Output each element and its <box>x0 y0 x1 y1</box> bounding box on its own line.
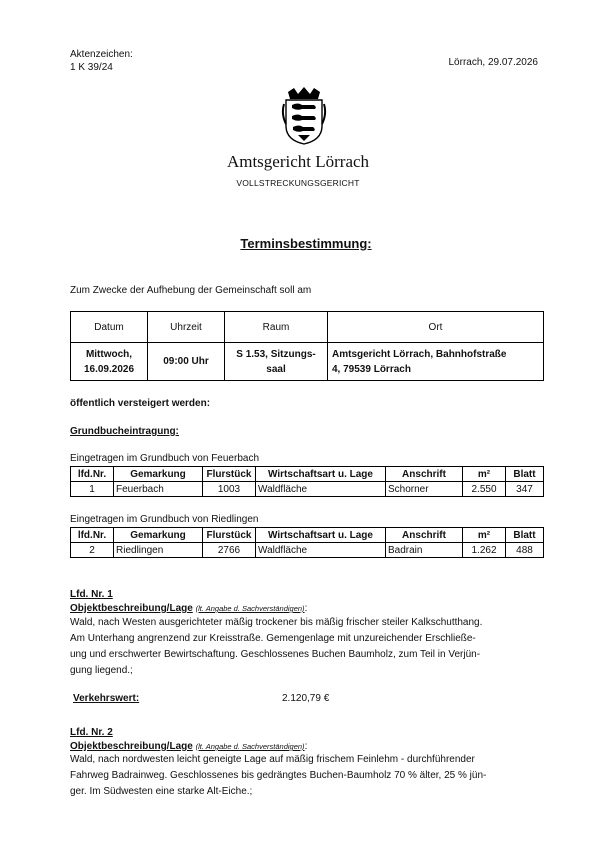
termin-datum-date: 16.09.2026 <box>83 363 135 375</box>
description-line: gung liegend.; <box>70 665 133 676</box>
termin-datum <box>71 343 148 381</box>
description-line: Wald, nach nordwesten leicht geneigte Lage auf mäßig frischem Feinlehm - durchführender <box>70 754 475 765</box>
col-gemarkung: Gemarkung <box>114 528 203 543</box>
termin-ort-line2: 4, 79539 Lörrach <box>332 363 411 375</box>
termin-header-datum: Datum <box>71 312 148 343</box>
verkehrswert-label: Verkehrswert: <box>73 693 140 704</box>
lfd1-objekt-label <box>70 602 307 615</box>
col-flurstueck: Flurstück <box>203 467 256 482</box>
cell-lfd-nr: 1 <box>71 482 114 497</box>
description-line: ung und erschwerter Bewirtschaftung. Geschlossenes Buchen Baumholz, zum Teil in Verjün- <box>70 649 481 660</box>
table-header-row <box>71 467 544 482</box>
table-header-row <box>71 528 544 543</box>
page-title: Terminsbestimmung: <box>240 236 372 251</box>
aktenzeichen-value: 1 K 39/24 <box>70 62 113 73</box>
table-row <box>71 543 544 558</box>
cell-wirtschaftsart: Waldfläche <box>256 482 386 497</box>
versteigert-text: öffentlich versteigert werden: <box>70 398 211 409</box>
objekt-colon: : <box>304 603 308 614</box>
termin-uhrzeit: 09:00 Uhr <box>148 343 225 381</box>
description-line: Wald, nach Westen ausgerichteter mäßig trockener bis mäßig frischer steiler Kalkschutthang. <box>70 617 483 628</box>
termin-header-uhrzeit: Uhrzeit <box>148 312 225 343</box>
description-line: Am Unterhang angrenzend zur Kreisstraße. Gemengenlage mit unzureichender Erschließe- <box>70 633 476 644</box>
place-date: Lörrach, 29.07.2026 <box>448 57 538 68</box>
termin-raum-line2: saal <box>266 363 286 375</box>
col-lfd-nr: lfd.Nr. <box>71 467 114 482</box>
cell-blatt: 347 <box>506 482 544 497</box>
cell-m2: 1.262 <box>463 543 506 558</box>
termin-header-ort: Ort <box>328 312 544 343</box>
termin-raum-line1: S 1.53, Sitzungs- <box>236 348 316 360</box>
grundbuch1-table <box>70 466 544 497</box>
cell-gemarkung: Riedlingen <box>114 543 203 558</box>
lfd1-description <box>70 615 550 679</box>
objekt-colon: : <box>304 741 308 752</box>
termin-table <box>70 311 544 381</box>
cell-lfd-nr: 2 <box>71 543 114 558</box>
col-m2: m² <box>463 528 506 543</box>
termin-ort <box>328 343 544 381</box>
grundbuch1-caption: Eingetragen im Grundbuch von Feuerbach <box>70 453 260 464</box>
objekt-label: Objektbeschreibung/Lage <box>70 603 193 614</box>
col-anschrift: Anschrift <box>386 467 463 482</box>
cell-blatt: 488 <box>506 543 544 558</box>
cell-flurstueck: 1003 <box>203 482 256 497</box>
col-gemarkung: Gemarkung <box>114 467 203 482</box>
court-department: VOLLSTRECKUNGSGERICHT <box>236 178 360 188</box>
aktenzeichen-label: Aktenzeichen: <box>70 49 133 60</box>
termin-datum-weekday: Mittwoch, <box>85 348 133 360</box>
cell-gemarkung: Feuerbach <box>114 482 203 497</box>
lfd2-heading: Lfd. Nr. 2 <box>70 727 113 738</box>
col-m2: m² <box>463 467 506 482</box>
grundbuch-heading: Grundbucheintragung: <box>70 426 179 437</box>
cell-wirtschaftsart: Waldfläche <box>256 543 386 558</box>
objekt-note: (lt. Angabe d. Sachverständigen) <box>195 742 305 751</box>
col-anschrift: Anschrift <box>386 528 463 543</box>
intro-text: Zum Zwecke der Aufhebung der Gemeinschaft soll am <box>70 285 312 296</box>
grundbuch2-caption: Eingetragen im Grundbuch von Riedlingen <box>70 514 259 525</box>
description-line: Fahrweg Badrainweg. Geschlossenes bis gedrängtes Buchen-Baumholz 70 % älter, 25 % jün- <box>70 770 487 781</box>
lfd2-description <box>70 752 550 800</box>
termin-ort-line1: Amtsgericht Lörrach, Bahnhofstraße <box>332 348 507 360</box>
termin-header-raum: Raum <box>225 312 328 343</box>
aktenzeichen-block <box>70 48 133 74</box>
objekt-label: Objektbeschreibung/Lage <box>70 741 193 752</box>
cell-anschrift: Badrain <box>386 543 463 558</box>
verkehrswert-value: 2.120,79 € <box>282 693 330 704</box>
col-blatt: Blatt <box>506 528 544 543</box>
lfd1-heading: Lfd. Nr. 1 <box>70 589 113 600</box>
grundbuch2-table <box>70 527 544 558</box>
col-blatt: Blatt <box>506 467 544 482</box>
table-row <box>71 482 544 497</box>
objekt-note: (lt. Angabe d. Sachverständigen) <box>195 604 305 613</box>
description-line: ger. Im Südwesten eine starke Alt-Eiche.; <box>70 786 253 797</box>
col-flurstueck: Flurstück <box>203 528 256 543</box>
col-wirtschaftsart: Wirtschaftsart u. Lage <box>256 528 386 543</box>
col-lfd-nr: lfd.Nr. <box>71 528 114 543</box>
cell-flurstueck: 2766 <box>203 543 256 558</box>
col-wirtschaftsart: Wirtschaftsart u. Lage <box>256 467 386 482</box>
termin-raum <box>225 343 328 381</box>
cell-anschrift: Schorner <box>386 482 463 497</box>
coat-of-arms-icon <box>280 86 328 151</box>
court-name: Amtsgericht Lörrach <box>226 152 370 171</box>
cell-m2: 2.550 <box>463 482 506 497</box>
